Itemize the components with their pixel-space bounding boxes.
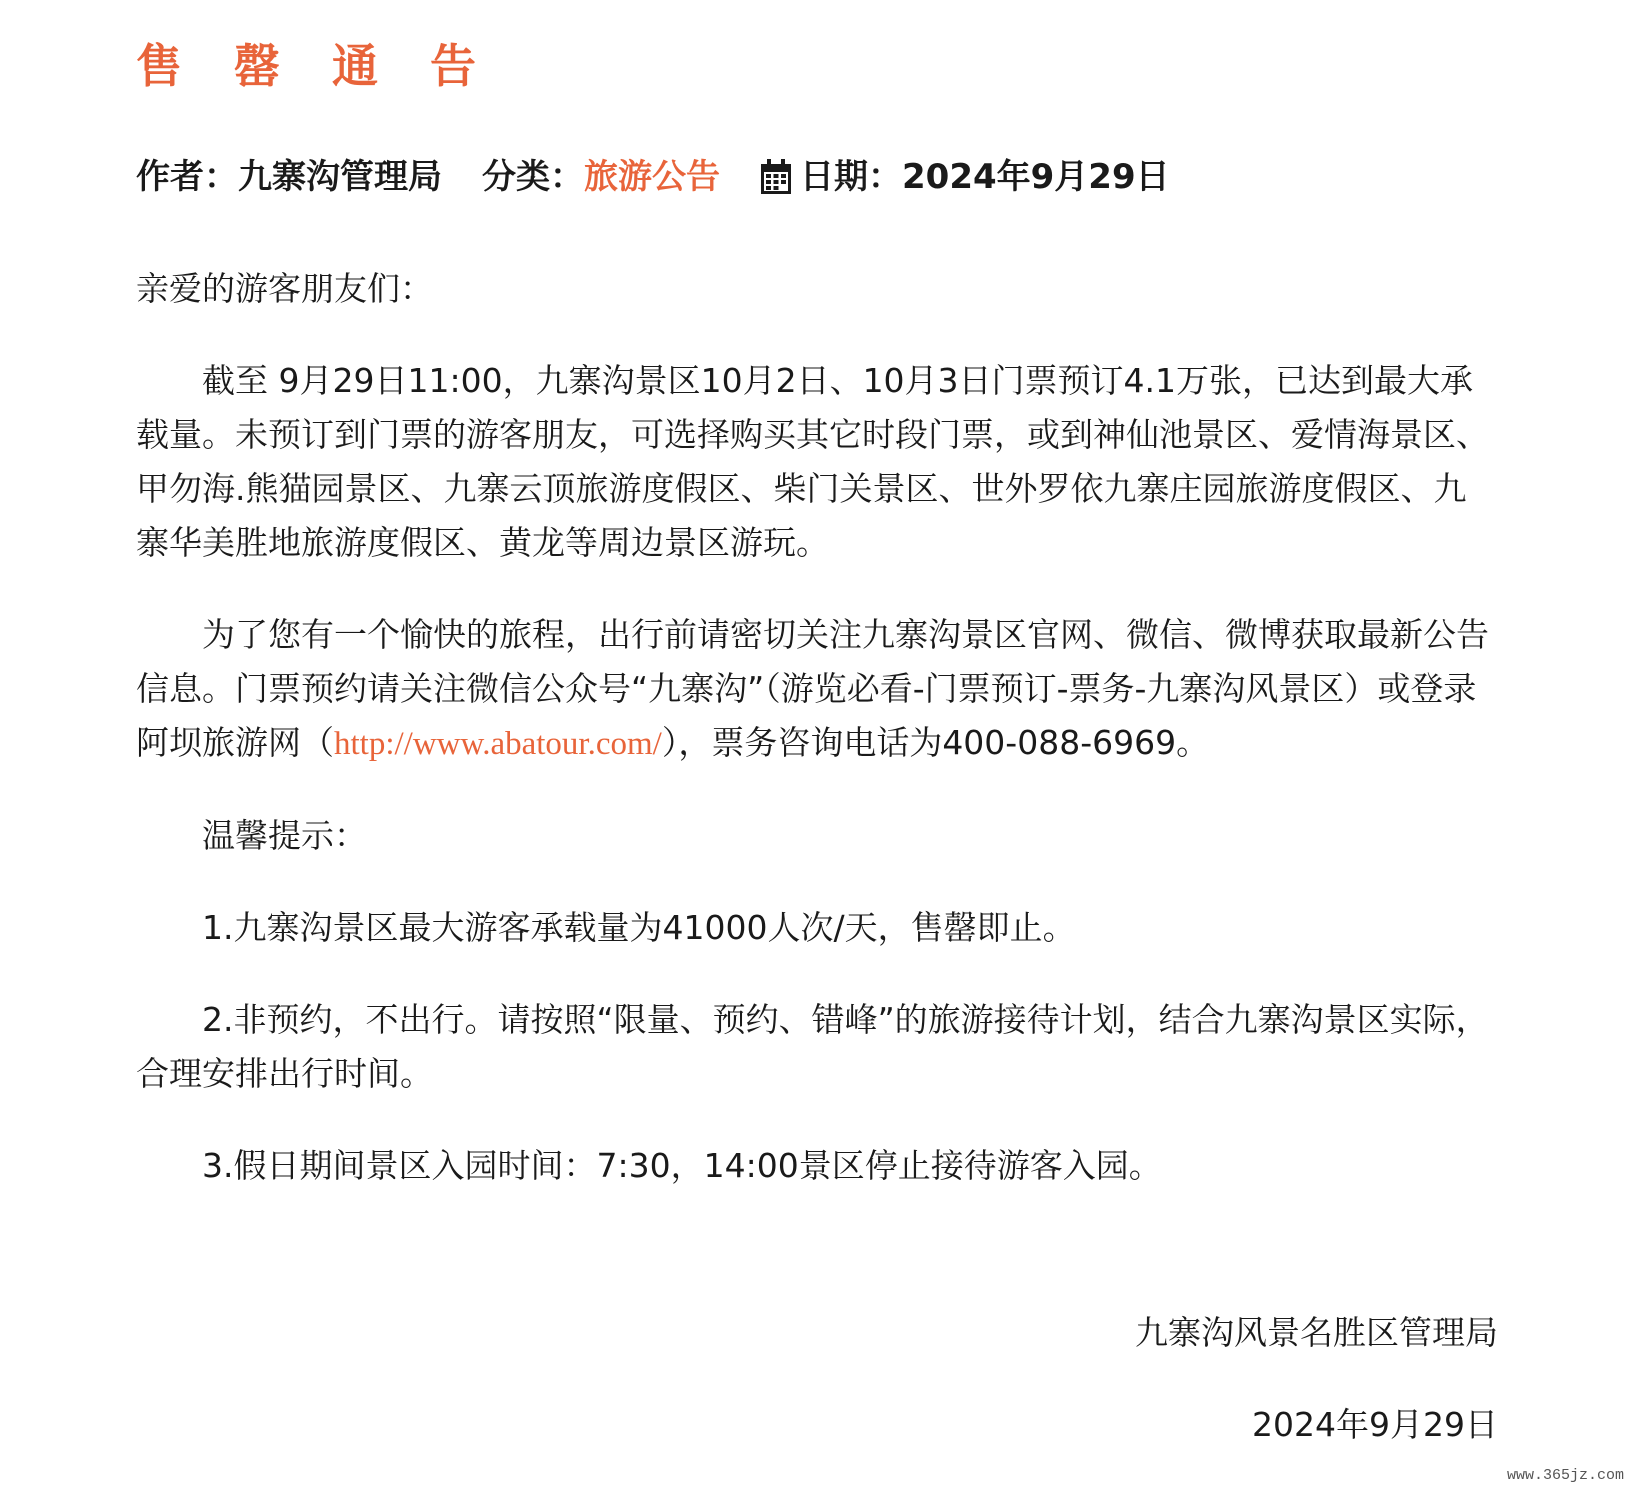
author-label: 作者： — [136, 157, 238, 197]
abatour-link[interactable]: http://www.abatour.com/ — [334, 726, 662, 762]
greeting: 亲爱的游客朋友们： — [136, 269, 433, 308]
notice-title: 售 罄 通 告 — [136, 39, 495, 93]
notice-body — [136, 262, 1498, 1231]
site-watermark: www.365jz.com — [1506, 1467, 1624, 1484]
tips-heading: 温馨提示： — [202, 816, 367, 855]
paragraph-info — [136, 608, 1498, 771]
date-label: 日期： — [800, 157, 902, 197]
tip-item-3: 3.假日期间景区入园时间：7:30，14:00景区停止接待游客入园。 — [202, 1146, 1162, 1185]
calendar-icon — [760, 159, 792, 195]
author-name: 九寨沟管理局 — [238, 157, 442, 197]
paragraph-info-text: 为了您有一个愉快的旅程，出行前请密切关注九寨沟景区官网、微信、微博获取最新公告信息。门票预约请关注微信公众号“九寨沟”（游览必看-门票预订-票务-九寨沟风景区）或登录阿坝旅游网（ — [136, 615, 1489, 762]
tip-item-2: 2.非预约，不出行。请按照“限量、预约、错峰”的旅游接待计划，结合九寨沟景区实际，合理安排出行时间。 — [136, 1000, 1489, 1093]
publish-date: 2024年9月29日 — [902, 157, 1170, 197]
tip-item-1: 1.九寨沟景区最大游客承载量为41000人次/天，售罄即止。 — [202, 908, 1076, 947]
article-meta — [136, 152, 1170, 202]
paragraph-sold-out: 截至 9月29日11:00，九寨沟景区10月2日、10月3日门票预订4.1万张，已达到最大承载量。未预订到门票的游客朋友，可选择购买其它时段门票，或到神仙池景区、爱情海景区、甲勿海.熊猫园景区、九寨云顶旅游度假区、柴门关景区、世外罗依九寨庄园旅游度假区、九寨华美胜地旅游度假区、黄龙等周边景区游玩。 — [136, 361, 1489, 562]
category-label: 分类： — [482, 157, 584, 197]
paragraph-info-text-end: ），票务咨询电话为400-088-6969。 — [661, 723, 1210, 762]
signature-date: 2024年9月29日 — [1252, 1405, 1498, 1444]
category-link[interactable]: 旅游公告 — [584, 157, 720, 197]
signature-org: 九寨沟风景名胜区管理局 — [1135, 1313, 1498, 1352]
